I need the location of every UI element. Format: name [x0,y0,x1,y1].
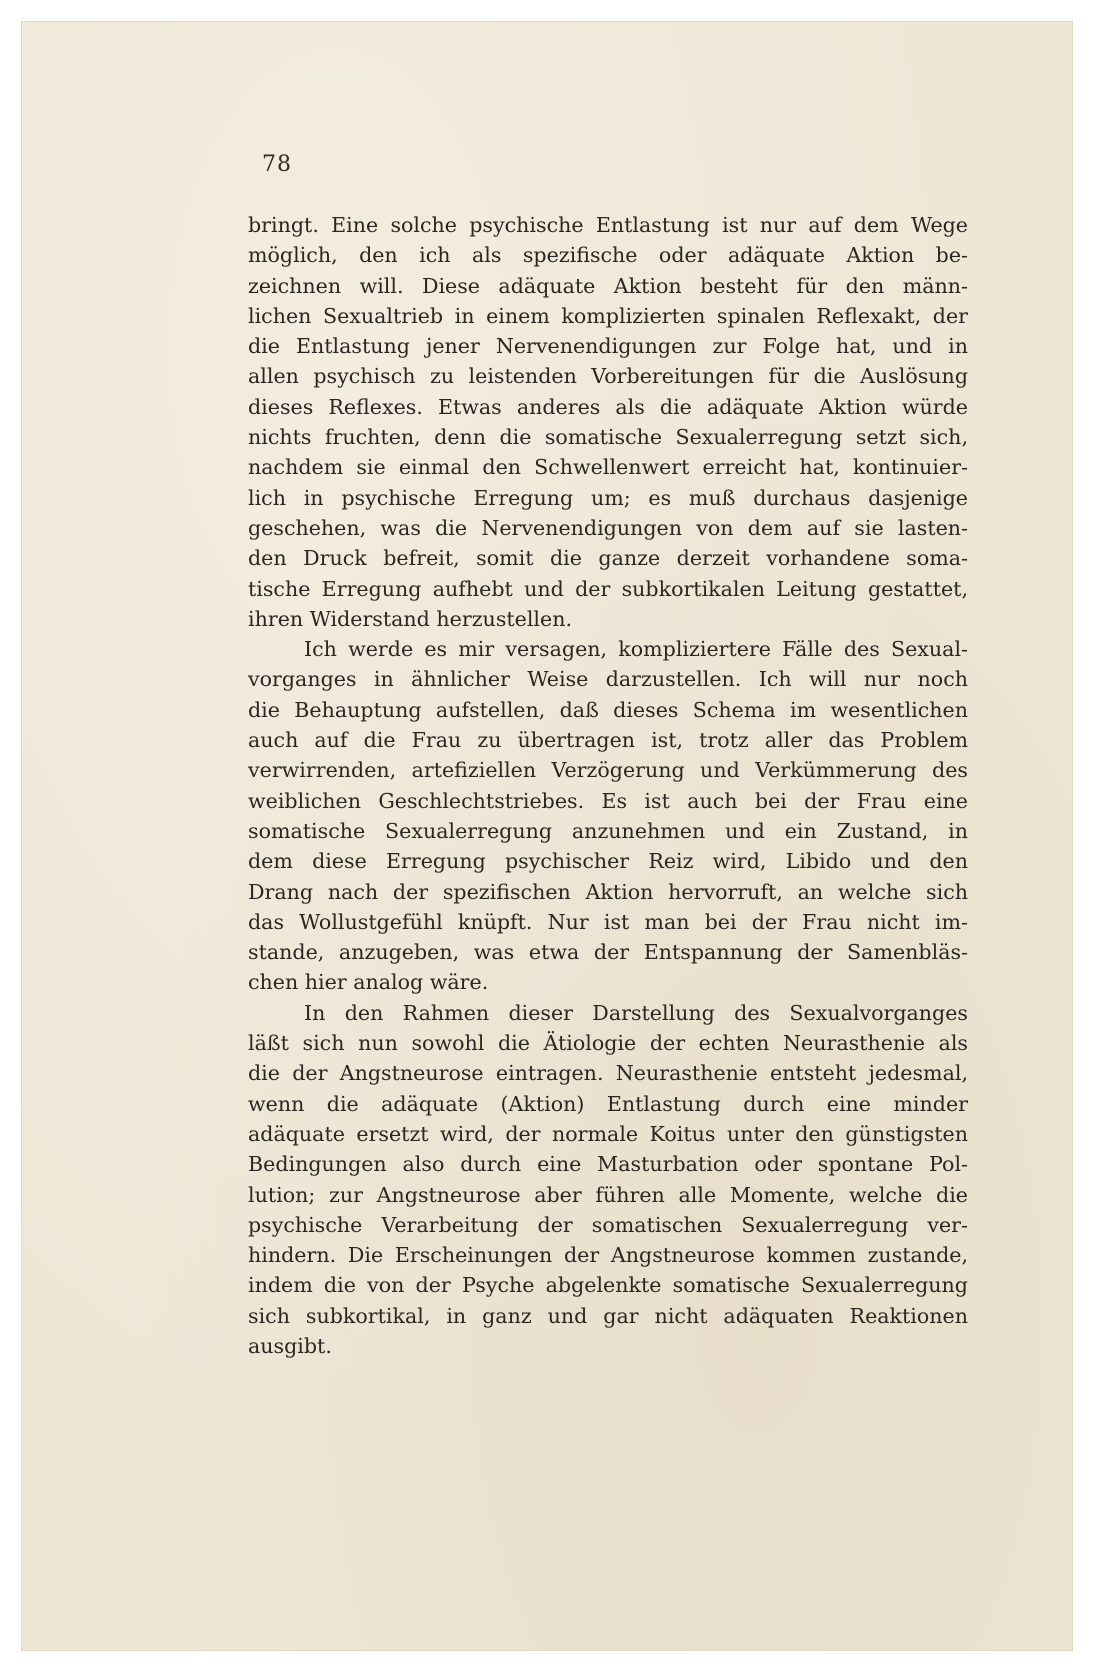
page-number: 78 [262,152,292,177]
text-line: das Wollustgefühl knüpft. Nur ist man bei der Frau nicht im- [248,909,968,934]
text-line: ausgibt. [248,1333,332,1358]
text-line: verwirrenden, artefiziellen Verzögerung und Verkümmerung des [248,758,968,783]
text-line: dem diese Erregung psychischer Reiz wird, Libido und den [248,849,968,874]
text-line: wenn die adäquate (Aktion) Entlastung durch eine minder [248,1091,968,1116]
text-line: lution; zur Angstneurose aber führen alle Momente, welche die [248,1182,968,1207]
text-line: adäquate ersetzt wird, der normale Koitus unter den günstigsten [248,1121,968,1146]
text-line: zeichnen will. Diese adäquate Aktion besteht für den männ- [248,273,968,298]
text-line: vorganges in ähnlicher Weise darzustellen. Ich will nur noch [248,667,968,692]
text-line: Drang nach der spezifischen Aktion hervorruft, an welche sich [248,879,968,904]
text-line: dieses Reflexes. Etwas anderes als die adäquate Aktion würde [248,394,968,419]
text-line: lichen Sexualtrieb in einem komplizierten spinalen Reflexakt, der [248,303,968,328]
text-line: chen hier analog wäre. [248,970,489,995]
text-line: Ich werde es mir versagen, kompliziertere Fälle des Sexual- [304,637,968,662]
text-line: In den Rahmen dieser Darstellung des Sexualvorganges [304,1000,968,1025]
text-line: stande, anzugeben, was etwa der Entspannung der Samenbläs- [248,940,968,965]
text-line: auch auf die Frau zu übertragen ist, trotz aller das Problem [248,728,968,753]
text-line: die der Angstneurose eintragen. Neurasthenie entsteht jedesmal, [248,1061,968,1086]
text-line: nichts fruchten, denn die somatische Sexualerregung setzt sich, [248,425,968,450]
text-line: somatische Sexualerregung anzunehmen und ein Zustand, in [248,818,968,843]
text-line: nachdem sie einmal den Schwellenwert erreicht hat, kontinuier- [248,455,968,480]
text-line: möglich, den ich als spezifische oder adäquate Aktion be- [248,243,968,268]
text-line: sich subkortikal, in ganz und gar nicht adäquaten Reaktionen [248,1303,968,1328]
text-line: läßt sich nun sowohl die Ätiologie der echten Neurasthenie als [248,1031,968,1056]
text-line: tische Erregung aufhebt und der subkortikalen Leitung gestattet, [248,576,968,601]
text-line: lich in psychische Erregung um; es muß durchaus dasjenige [248,485,968,510]
text-line: die Entlastung jener Nervenendigungen zur Folge hat, und in [248,334,968,359]
text-line: ihren Widerstand herzustellen. [248,606,573,631]
text-line: weiblichen Geschlechtstriebes. Es ist auch bei der Frau eine [248,788,968,813]
text-line: indem die von der Psyche abgelenkte somatische Sexualerregung [248,1273,968,1298]
text-line: psychische Verarbeitung der somatischen Sexualerregung ver- [248,1212,968,1237]
book-page [22,22,1072,1650]
text-line: den Druck befreit, somit die ganze derzeit vorhandene soma- [248,546,968,571]
body-text [248,210,968,1361]
text-line: die Behauptung aufstellen, daß dieses Schema im wesentlichen [248,697,968,722]
text-line: bringt. Eine solche psychische Entlastung ist nur auf dem Wege [248,213,968,237]
text-line: geschehen, was die Nervenendigungen von dem auf sie lasten- [248,515,968,540]
text-line: allen psychisch zu leistenden Vorbereitungen für die Auslösung [248,364,968,389]
text-line: hindern. Die Erscheinungen der Angstneurose kommen zustande, [248,1243,968,1268]
text-line: Bedingungen also durch eine Masturbation oder spontane Pol- [248,1152,968,1177]
